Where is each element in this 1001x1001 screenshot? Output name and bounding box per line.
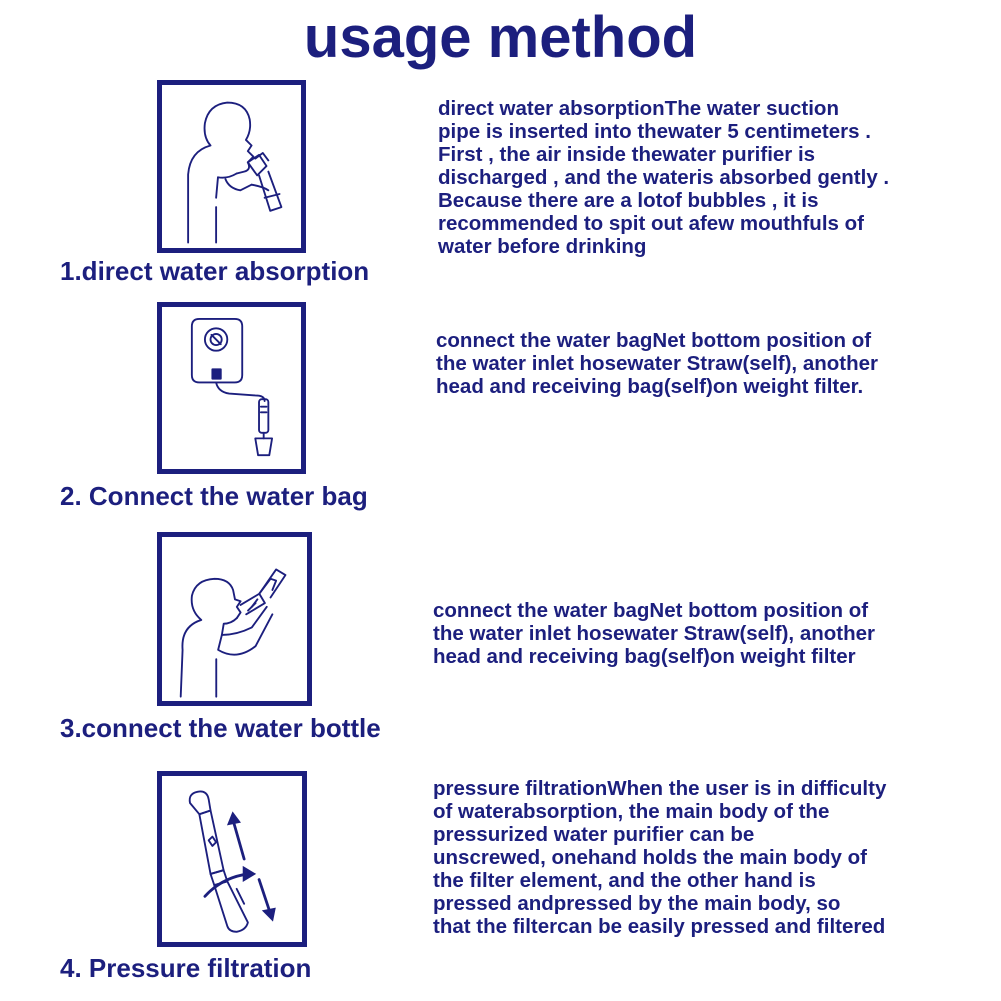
person-drinking-straw-icon xyxy=(162,85,301,248)
step-2-label: 2. Connect the water bag xyxy=(60,481,368,511)
person-drinking-bottle-icon xyxy=(162,537,307,701)
step-3-description: connect the water bagNet bottom position of the water inlet hosewater Straw(self), another head and receiving bag(self)on weight filter xyxy=(433,599,875,668)
step-2-description: connect the water bagNet bottom position of the water inlet hosewater Straw(self), another head and receiving bag(self)on weight filter. xyxy=(436,329,878,398)
water-bag-filter-icon xyxy=(162,307,301,469)
step-4-label: 4. Pressure filtration xyxy=(60,953,312,983)
step-1-illustration xyxy=(157,80,306,253)
step-3-illustration xyxy=(157,532,312,706)
step-2-illustration xyxy=(157,302,306,474)
step-4-description: pressure filtrationWhen the user is in difficulty of waterabsorption, the main body of the pressurized water purifier can be unscrewed, onehand holds the main body of the filter element, and the other hand is pressed andpressed by the main body, so that the filtercan be easily pressed and filtered xyxy=(433,777,887,938)
step-4-illustration xyxy=(157,771,307,947)
page-title: usage method xyxy=(303,5,698,70)
step-1-description: direct water absorptionThe water suction pipe is inserted into thewater 5 centimeters . First , the air inside thewater purifier is discharged , and the wateris absorbed gently . Because there are a lotof bubbles , it is recommended to spit out afew mouthfuls of water before drinking xyxy=(438,97,890,258)
pressure-filter-icon xyxy=(162,776,302,942)
step-1-label: 1.direct water absorption xyxy=(60,256,370,286)
step-3-label: 3.connect the water bottle xyxy=(60,713,381,743)
